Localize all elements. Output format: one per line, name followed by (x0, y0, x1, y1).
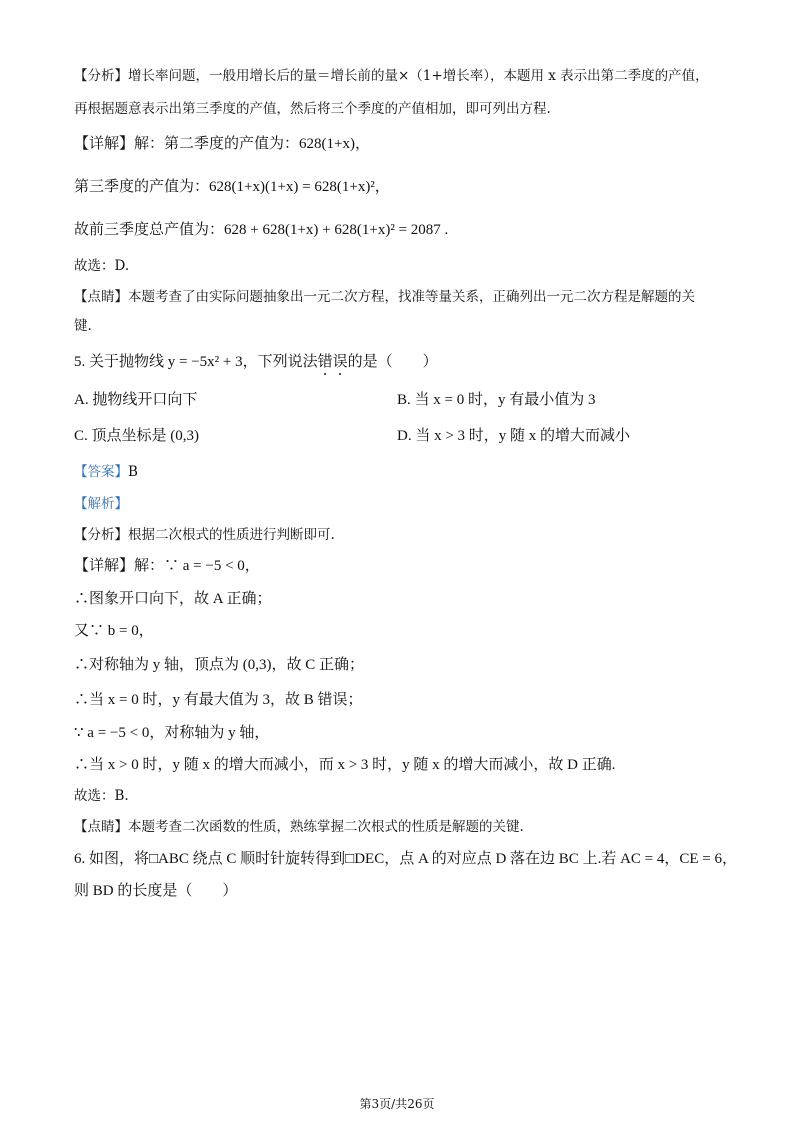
q6-stem-line2: 则 BD 的长度是（ ） (74, 883, 238, 899)
q5-option-b: B. 当 x = 0 时，y 有最小值为 3 (397, 392, 596, 408)
q5-option-a: A. 抛物线开口向下 (74, 392, 198, 408)
page-footer: 第3页/共26页 (359, 1097, 435, 1111)
q5-stem-prefix: 5. 关于抛物线 y = −5x² + 3，下列说法 (74, 354, 318, 370)
q5-step: ∴图象开口向下，故 A 正确； (74, 591, 272, 607)
q5-answer-value: B (128, 464, 138, 480)
q5-step: 【详解】解：∵ a = −5 < 0， (74, 558, 260, 574)
q5-comment: 【点睛】本题考查二次函数的性质，熟练掌握二次根式的性质是解题的关键. (74, 819, 524, 835)
q5-explain-tag: 【解析】 (74, 496, 128, 512)
q5-step: 又∵ b = 0， (74, 623, 154, 639)
q6-stem-line1: 6. 如图，将□ABC 绕点 C 顺时针旋转得到□DEC，点 A 的对应点 D 落在边 BC 上.若 AC = 4，CE = 6， (74, 851, 737, 867)
q4-comment-line1: 【点睛】本题考查了由实际问题抽象出一元二次方程，找准等量关系，正确列出一元二次方程是解题的关 (74, 289, 695, 305)
q5-answer-tag: 【答案】 (74, 464, 128, 480)
q5-step: ∴当 x > 0 时，y 随 x 的增大而减小，而 x > 3 时，y 随 x 的增大而减小，故 D 正确. (74, 757, 616, 773)
q5-step: ∴当 x = 0 时，y 有最大值为 3，故 B 错误； (74, 692, 363, 708)
q4-choice: 故选：D. (74, 258, 130, 274)
q4-detail-line2: 第三季度的产值为：628(1+x)(1+x) = 628(1+x)²， (74, 179, 390, 195)
q5-stem-emphasis: 错误 (317, 354, 348, 370)
q4-analysis-line1: 【分析】增长率问题，一般用增长后的量＝增长前的量×（1+增长率），本题用 x 表示出第二季度的产值， (74, 68, 709, 84)
q5-step: ∵ a = −5 < 0，对称轴为 y 轴， (74, 725, 270, 741)
q5-step: 故选：B. (74, 788, 129, 804)
q4-detail-line3: 故前三季度总产值为：628 + 628(1+x) + 628(1+x)² = 2087 . (74, 222, 449, 238)
q5-stem (74, 352, 438, 379)
q5-stem-suffix: 的是（ ） (347, 354, 438, 370)
q5-option-d: D. 当 x > 3 时，y 随 x 的增大而减小 (397, 428, 631, 444)
q4-analysis-line2: 再根据题意表示出第三季度的产值，然后将三个季度的产值相加，即可列出方程. (74, 101, 551, 117)
q4-detail-line1: 【详解】解：第二季度的产值为：628(1+x)， (74, 136, 370, 152)
q5-step: ∴对称轴为 y 轴，顶点为 (0,3)，故 C 正确； (74, 657, 364, 673)
q5-answer (74, 462, 138, 482)
q5-option-c: C. 顶点坐标是 (0,3) (74, 428, 199, 444)
q4-comment-line2: 键. (74, 318, 92, 334)
q5-analysis: 【分析】根据二次根式的性质进行判断即可. (74, 527, 335, 543)
